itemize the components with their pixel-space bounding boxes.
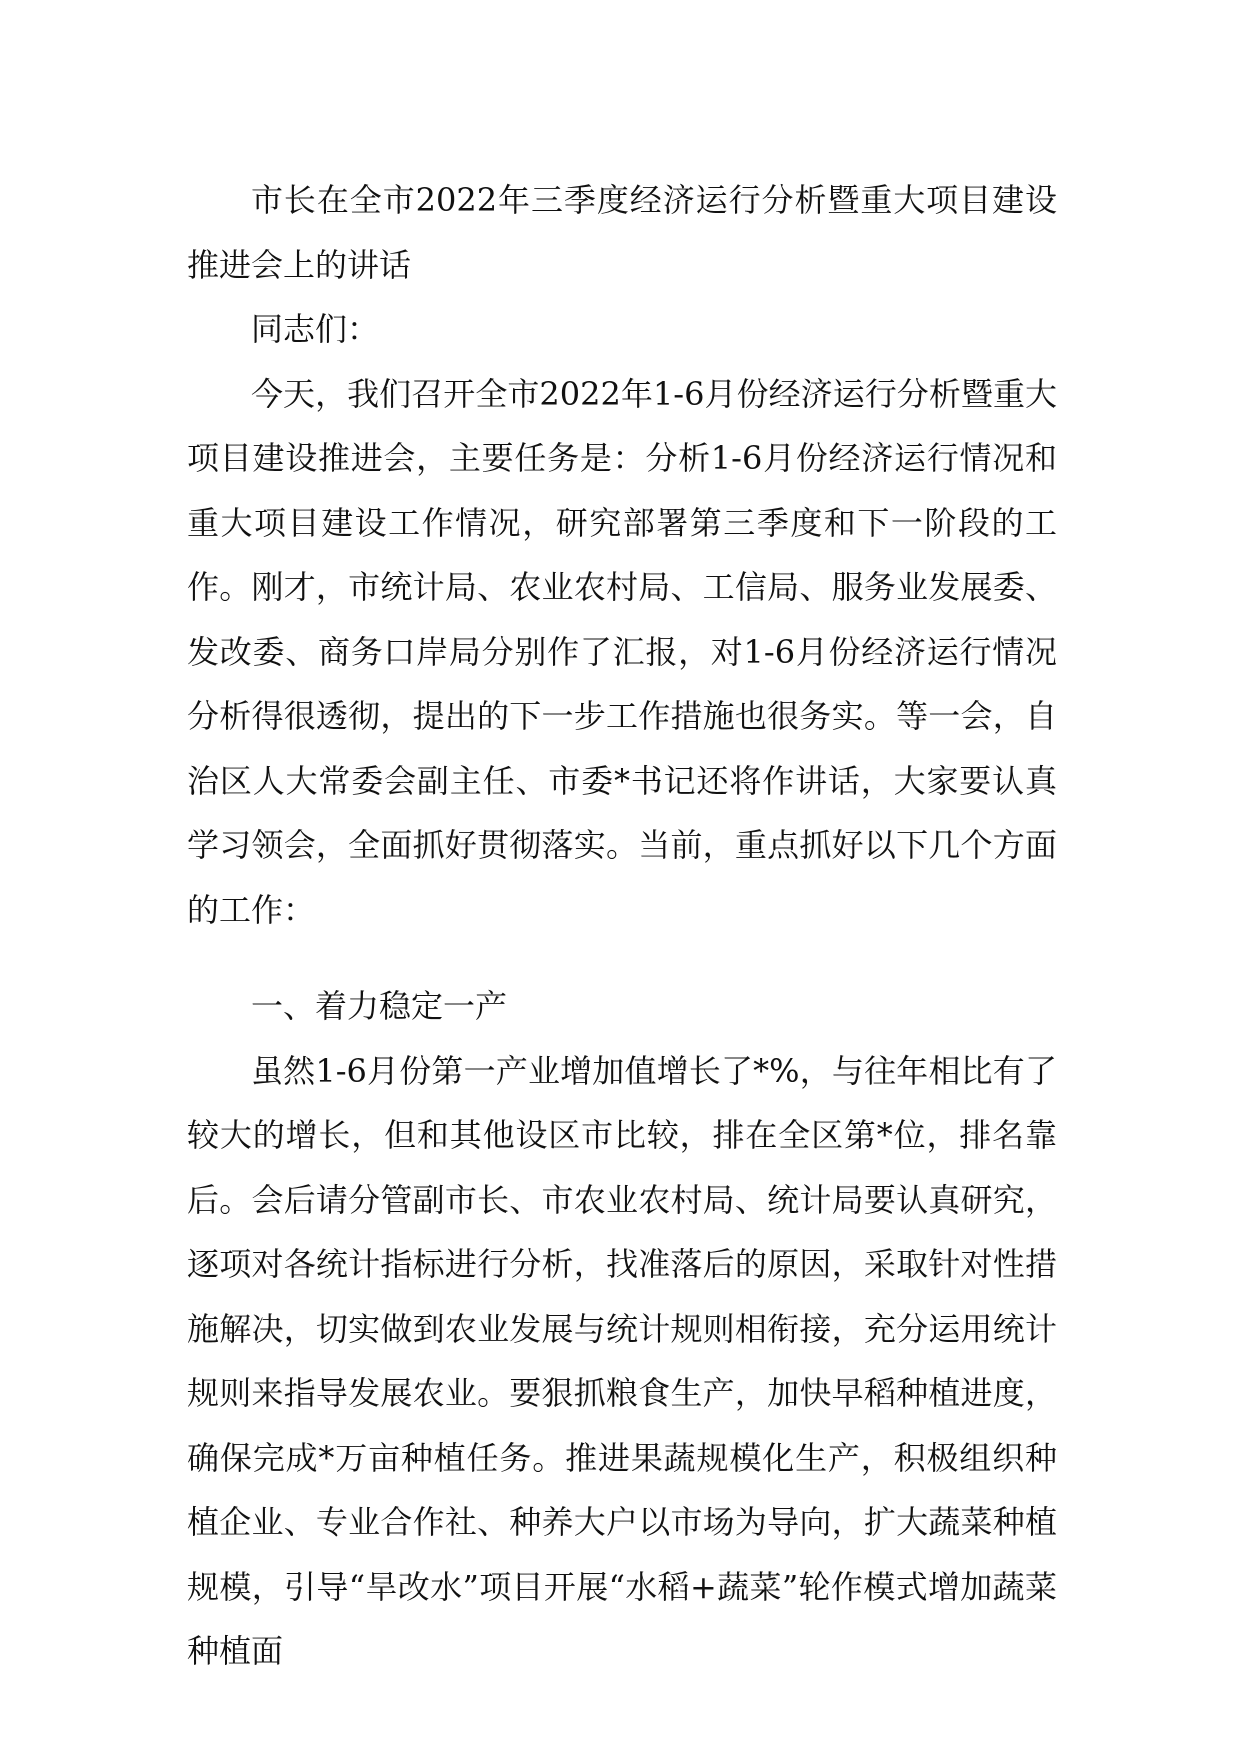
document-title: 市长在全市2022年三季度经济运行分析暨重大项目建设推进会上的讲话 — [187, 181, 1057, 284]
section-heading: 一、着力稳定一产 — [251, 987, 508, 1025]
section-paragraph: 虽然1-6月份第一产业增加值增长了*%，与往年相比有了较大的增长，但和其他设区市比较，排在全区第*位，排名靠后。会后请分管副市长、市农业农村局、统计局要认真研究，逐项对各统计指标进行分析，找准落后的原因，采取针对性措施解决，切实做到农业发展与统计规则相衔接，充分运用统计规则来指导发展农业。要狠抓粮食生产，加快早稻种植进度，确保完成*万亩种植任务。推进果蔬规模化生产，积极组织种植企业、专业合作社、种养大户以市场为导向，扩大蔬菜种植规模，引导“旱改水”项目开展“水稻+蔬菜”轮作模式增加蔬菜种植面 — [187, 1051, 1057, 1670]
document-body — [187, 168, 1057, 1684]
intro-paragraph: 今天，我们召开全市2022年1-6月份经济运行分析暨重大项目建设推进会，主要任务是：分析1-6月份经济运行情况和重大项目建设工作情况，研究部署第三季度和下一阶段的工作。刚才，市统计局、农业农村局、工信局、服务业发展委、发改委、商务口岸局分别作了汇报，对1-6月份经济运行情况分析得很透彻，提出的下一步工作措施也很务实。等一会，自治区人大常委会副主任、市委*书记还将作讲话，大家要认真学习领会，全面抓好贯彻落实。当前，重点抓好以下几个方面的工作： — [187, 374, 1057, 929]
salutation: 同志们： — [251, 310, 380, 348]
